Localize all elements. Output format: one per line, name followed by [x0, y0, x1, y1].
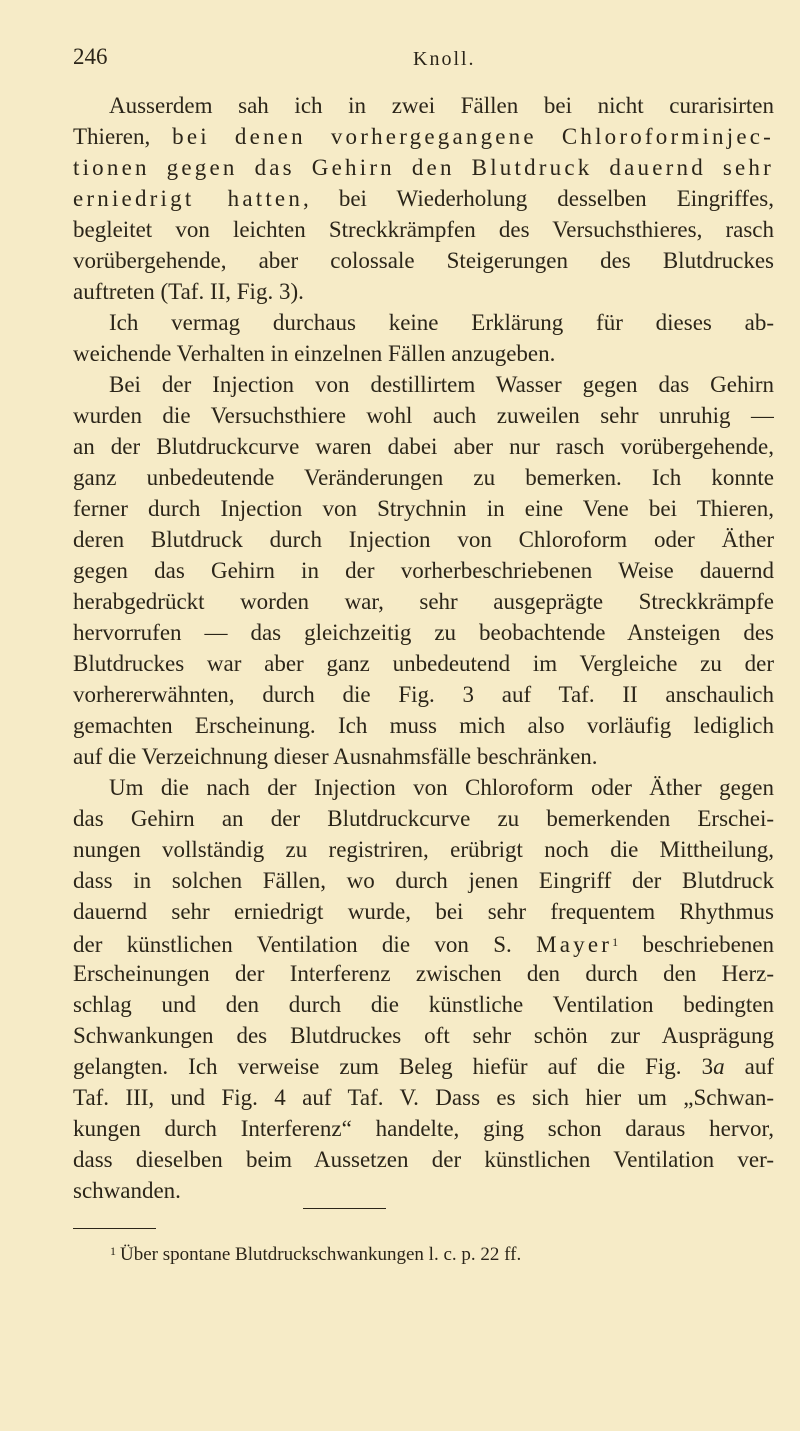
- text-line: [73, 1144, 774, 1175]
- text-line: [73, 1051, 774, 1082]
- page-number: 246: [73, 44, 108, 69]
- text-segment: an der Blutdruckcurve waren dabei aber nur rasch vorübergehende,: [73, 434, 774, 459]
- text-segment: auftreten (Taf. II, Fig. 3).: [73, 279, 304, 304]
- spaced-emphasis: erniedrigt hatten: [73, 186, 304, 211]
- text-segment: dauernd sehr erniedrigt wurde, bei sehr frequentem Rhythmus: [73, 899, 774, 924]
- text-segment: herabgedrückt worden war, sehr ausgeprägte Streckkrämpfe: [73, 589, 774, 614]
- text-segment: dass in solchen Fällen, wo durch jenen Eingriff der Blutdruck: [73, 868, 774, 893]
- text-segment: ferner durch Injection von Strychnin in eine Vene bei Thieren,: [73, 496, 774, 521]
- text-segment: , bei Wiederholung desselben Eingriffes,: [303, 186, 774, 211]
- text-line: [73, 648, 774, 679]
- text-line: [73, 276, 774, 307]
- text-line: [73, 1113, 774, 1144]
- text-segment: vorübergehende, aber colossale Steigerungen des Blutdruckes: [73, 248, 774, 273]
- text-line: [73, 803, 774, 834]
- text-segment: ganz unbedeutende Veränderungen zu bemerken. Ich konnte: [73, 465, 774, 490]
- text-line: [73, 338, 774, 369]
- text-segment: Um die nach der Injection von Chloroform oder Äther gegen: [109, 775, 774, 800]
- text-line: [73, 431, 774, 462]
- footnote-mark: 1: [110, 1244, 116, 1258]
- text-line: [73, 121, 774, 152]
- text-segment: der künstlichen Ventilation die von S.: [73, 932, 537, 957]
- page-header: [73, 44, 773, 76]
- text-line: [73, 679, 774, 710]
- text-line: [73, 958, 774, 989]
- spaced-emphasis: tionen gegen das Gehirn den Blutdruck dauernd sehr: [73, 155, 774, 180]
- text-line: [73, 772, 774, 803]
- text-line: [73, 927, 774, 958]
- footnote-reference: 1: [612, 935, 619, 949]
- text-line: [73, 307, 774, 338]
- text-line: [73, 865, 774, 896]
- text-segment: nungen vollständig zu registriren, erübrigt noch die Mittheilung,: [73, 837, 774, 862]
- footnote: [110, 1238, 521, 1268]
- text-segment: auf: [724, 1054, 774, 1079]
- section-end-rule: [303, 1208, 386, 1209]
- text-segment: a: [713, 1054, 725, 1079]
- text-segment: auf die Verzeichnung dieser Ausnahmsfälle beschränken.: [73, 744, 598, 769]
- text-segment: Taf. III, und Fig. 4 auf Taf. V. Dass es sich hier um „Schwan-: [73, 1085, 774, 1110]
- body-text: [73, 90, 774, 1206]
- text-line: [73, 741, 774, 772]
- text-line: [73, 245, 774, 276]
- footnote-text: Über spontane Blutdruckschwankungen l. c. p. 22 ff.: [120, 1244, 522, 1265]
- text-line: [73, 710, 774, 741]
- text-segment: begleitet von leichten Streckkrämpfen des Versuchsthieres, rasch: [73, 217, 774, 242]
- text-segment: wurden die Versuchsthiere wohl auch zuweilen sehr unruhig —: [73, 403, 774, 428]
- text-line: [73, 989, 774, 1020]
- text-line: [73, 1175, 774, 1206]
- text-line: [73, 834, 774, 865]
- text-segment: Schwankungen des Blutdruckes oft sehr schön zur Ausprägung: [73, 1023, 774, 1048]
- text-line: [73, 183, 774, 214]
- text-line: [73, 152, 774, 183]
- text-line: [73, 524, 774, 555]
- text-segment: hervorrufen — das gleichzeitig zu beobachtende Ansteigen des: [73, 620, 774, 645]
- text-segment: das Gehirn an der Blutdruckcurve zu bemerkenden Erschei-: [73, 806, 774, 831]
- text-segment: schlag und den durch die künstliche Ventilation bedingten: [73, 992, 774, 1017]
- text-segment: gegen das Gehirn in der vorherbeschriebenen Weise dauernd: [73, 558, 774, 583]
- text-line: [73, 214, 774, 245]
- text-segment: Ausserdem sah ich in zwei Fällen bei nicht curarisirten: [109, 93, 774, 118]
- text-segment: Ich vermag durchaus keine Erklärung für dieses ab-: [109, 310, 774, 335]
- text-line: [73, 1082, 774, 1113]
- text-segment: beschriebenen: [618, 932, 774, 957]
- text-segment: vorhererwähnten, durch die Fig. 3 auf Taf. II anschaulich: [73, 682, 774, 707]
- text-segment: Erscheinungen der Interferenz zwischen den durch den Herz-: [73, 961, 774, 986]
- text-line: [73, 400, 774, 431]
- spaced-emphasis: Mayer: [536, 932, 613, 957]
- text-line: [73, 617, 774, 648]
- text-segment: gelangten. Ich verweise zum Beleg hiefür auf die Fig. 3: [73, 1054, 714, 1079]
- text-line: [73, 1020, 774, 1051]
- text-line: [73, 586, 774, 617]
- spaced-emphasis: bei denen vorhergegangene Chloroforminjec-: [172, 124, 774, 149]
- text-line: [73, 369, 774, 400]
- text-line: [73, 555, 774, 586]
- text-segment: weichende Verhalten in einzelnen Fällen anzugeben.: [73, 341, 556, 366]
- text-segment: schwanden.: [73, 1178, 181, 1203]
- text-segment: Bei der Injection von destillirtem Wasser gegen das Gehirn: [109, 372, 774, 397]
- text-segment: kungen durch Interferenz“ handelte, ging schon daraus hervor,: [73, 1116, 774, 1141]
- text-line: [73, 493, 774, 524]
- text-segment: Thieren,: [73, 124, 173, 149]
- text-segment: Blutdruckes war aber ganz unbedeutend im Vergleiche zu der: [73, 651, 774, 676]
- text-segment: dass dieselben beim Aussetzen der künstlichen Ventilation ver-: [73, 1147, 774, 1172]
- text-line: [73, 896, 774, 927]
- text-line: [73, 462, 774, 493]
- footnote-rule: [73, 1228, 156, 1229]
- text-segment: deren Blutdruck durch Injection von Chloroform oder Äther: [73, 527, 774, 552]
- running-title: Knoll.: [413, 48, 476, 70]
- text-line: [73, 90, 774, 121]
- text-segment: gemachten Erscheinung. Ich muss mich also vorläufig lediglich: [73, 713, 774, 738]
